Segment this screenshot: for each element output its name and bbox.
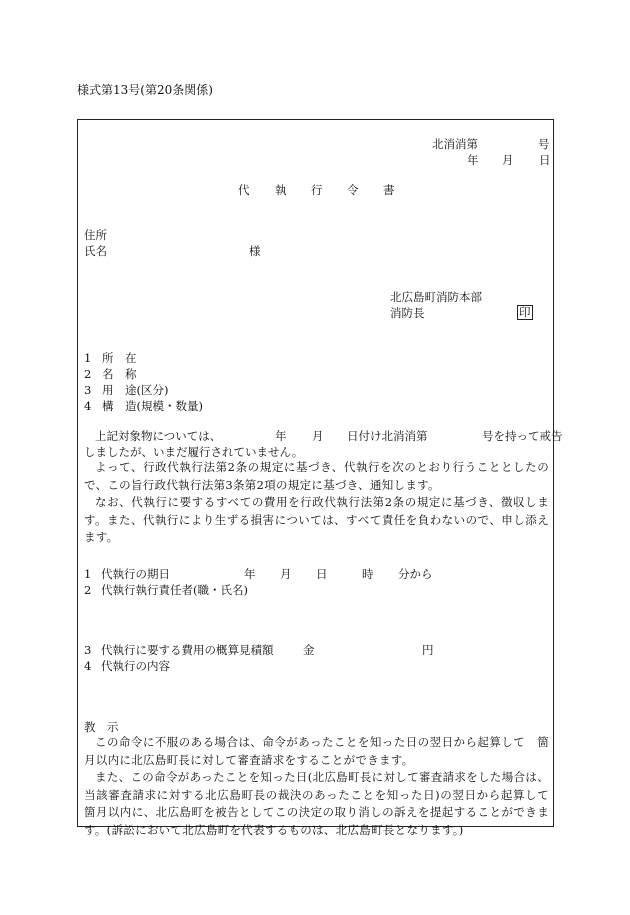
exec-item-number: 2 bbox=[84, 583, 92, 597]
notice-paragraph-1: この命令に不服のある場合は、命令があったことを知った日の翌日から起算して 箇月以内に北広島町長に対して審査請求をすることができます。 bbox=[84, 735, 549, 767]
item-number: 1 bbox=[84, 351, 92, 365]
seal-label: 印 bbox=[519, 305, 531, 319]
exec-item-number: 1 bbox=[84, 567, 92, 581]
body-p1-month: 月 bbox=[312, 429, 324, 443]
name-label: 氏名 bbox=[84, 244, 107, 258]
item-label-location: 所 在 bbox=[102, 351, 137, 365]
issuer-org: 北広島町消防本部 bbox=[390, 290, 482, 304]
document-number-prefix: 北消消第 bbox=[432, 137, 478, 151]
address-label: 住所 bbox=[84, 228, 107, 242]
notice-heading: 教 示 bbox=[84, 720, 119, 734]
exec-responsible-label: 代執行執行責任者(職・氏名) bbox=[101, 583, 248, 597]
exec-date-month: 月 bbox=[280, 567, 292, 581]
item-number: 3 bbox=[84, 383, 92, 397]
exec-date-minute: 分から bbox=[398, 567, 433, 581]
body-paragraph-2: よって、行政代執行法第2条の規定に基づき、代執行を次のとおり行うこととしたので、この旨行政代執行法第3条第2項の規定に基づき、通知します。 bbox=[84, 460, 549, 492]
title-char: 代 bbox=[238, 183, 250, 197]
body-p1-day: 日付け北消消第 bbox=[347, 429, 428, 443]
exec-cost-unit: 円 bbox=[422, 643, 434, 657]
item-number: 2 bbox=[84, 367, 92, 381]
title-char: 令 bbox=[347, 183, 359, 197]
exec-date-label: 代執行の期日 bbox=[101, 567, 170, 581]
item-label-structure: 構 造(規模・数量) bbox=[102, 399, 203, 413]
date-month: 月 bbox=[502, 153, 514, 167]
document-number-suffix: 号 bbox=[538, 137, 550, 151]
form-number: 様式第13号(第20条関係) bbox=[77, 83, 213, 97]
body-paragraph-3: なお、代執行に要するすべての費用を行政代執行法第2条の規定に基づき、徴収します。また、代執行により生ずる損害については、すべて責任を負わないので、申し添えます。 bbox=[84, 495, 549, 544]
exec-item-number: 3 bbox=[84, 643, 92, 657]
exec-date-year: 年 bbox=[244, 567, 256, 581]
item-number: 4 bbox=[84, 399, 92, 413]
exec-cost-label: 代執行に要する費用の概算見積額 bbox=[101, 643, 274, 657]
exec-date-day: 日 bbox=[316, 567, 328, 581]
exec-item-number: 4 bbox=[84, 659, 92, 673]
body-p1-line2: しましたが、いまだ履行されていません。 bbox=[84, 445, 304, 459]
item-label-use: 用 途(区分) bbox=[102, 383, 169, 397]
body-p1-year: 年 bbox=[275, 429, 287, 443]
honorific: 様 bbox=[249, 244, 261, 258]
title-char: 執 bbox=[275, 183, 287, 197]
exec-date-hour: 時 bbox=[362, 567, 374, 581]
notice-paragraph-2: また、この命令があったことを知った日(北広島町長に対して審査請求をした場合は、当該審査請求に対する北広島町長の裁決のあったことを知った日)の翌日から起算して 箇月以内に、北広島町を被告としてこの決定の取り消しの訴えを提起することができます。(訴訟において北広島町を代表するものは、北広島町長となります。) bbox=[84, 770, 561, 837]
exec-content-label: 代執行の内容 bbox=[101, 659, 170, 673]
date-year: 年 bbox=[467, 153, 479, 167]
seal-mark bbox=[517, 305, 533, 320]
title-char: 行 bbox=[311, 183, 323, 197]
exec-cost-currency: 金 bbox=[303, 643, 315, 657]
body-p1-end: 号を持って戒告 bbox=[482, 429, 563, 443]
body-p1-start: 上記対象物については、 bbox=[95, 429, 222, 443]
title-char: 書 bbox=[383, 183, 395, 197]
issuer-title: 消防長 bbox=[390, 306, 425, 320]
item-label-name: 名 称 bbox=[102, 367, 137, 381]
date-day: 日 bbox=[539, 153, 551, 167]
